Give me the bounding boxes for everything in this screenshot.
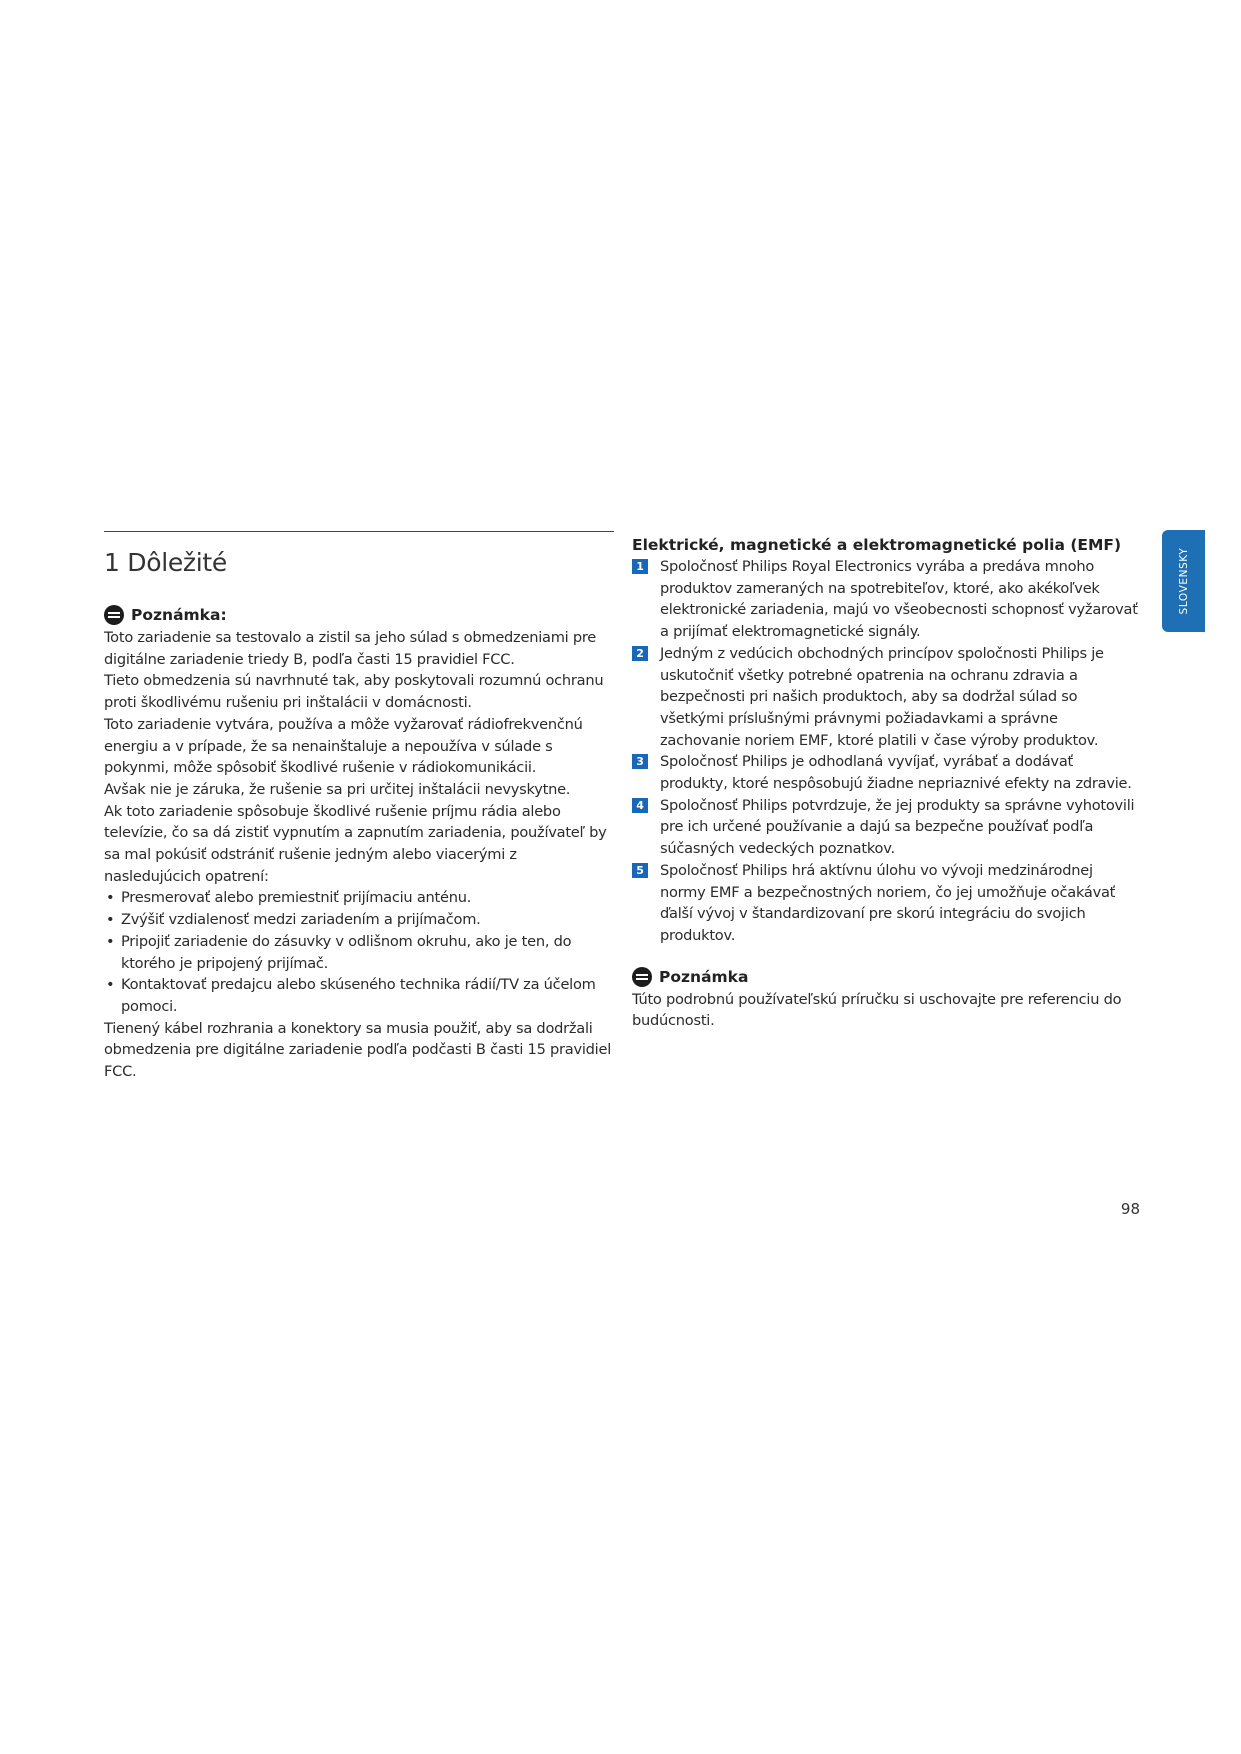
language-tab — [1162, 530, 1205, 632]
note-title: Poznámka: — [131, 606, 227, 624]
paragraph: Toto zariadenie sa testovalo a zistil sa jeho súlad s obmedzeniami pre digitálne zariadenie triedy B, podľa časti 15 pravidiel FCC. — [104, 629, 597, 668]
page-number: 98 — [1120, 1200, 1140, 1218]
step-item — [632, 751, 1142, 794]
paragraph: Tieto obmedzenia sú navrhnuté tak, aby poskytovali rozumnú ochranu proti škodlivému rušeniu pri inštalácii v domácnosti. — [104, 672, 604, 712]
step-item — [632, 860, 1142, 947]
note-icon — [632, 967, 652, 987]
step-item — [632, 795, 1142, 860]
note-heading — [632, 967, 1142, 987]
note-title: Poznámka — [659, 967, 749, 986]
note-text: Túto podrobnú používateľskú príručku si uschovajte pre referenciu do budúcnosti. — [632, 990, 1122, 1030]
chapter-title: 1 Dôležité — [104, 548, 227, 577]
step-number-badge: 5 — [632, 863, 648, 878]
step-text: Jedným z vedúcich obchodných princípov spoločnosti Philips je uskutočniť všetky potrebné opatrenia na ochranu zdravia a bezpečnosti pri našich produktoch, aby sa dodržal súlad so všetkými príslušnými právnymi požiadavkami a správne zachovanie noriem EMF, ktoré platili v čase výroby produktov. — [660, 644, 1104, 749]
step-text: Spoločnosť Philips potvrdzuje, že jej produkty sa správne vyhotovili pre ich určené používanie a dajú sa bezpečne používať podľa súčasných vedeckých poznatkov. — [660, 796, 1135, 858]
paragraph: Toto zariadenie vytvára, používa a môže vyžarovať rádiofrekvenčnú energiu a v prípade, že sa nenainštaluje a nepoužíva v súlade s pokynmi, môže spôsobiť škodlivé rušenie v rádiokomunikácii. — [104, 715, 583, 777]
step-number-badge: 3 — [632, 754, 648, 769]
step-text: Spoločnosť Philips Royal Electronics vyrába a predáva mnoho produktov zameraných na spotrebiteľov, ktoré, ako akékoľvek elektronické zariadenia, majú vo všeobecnosti schopnosť vyžarovať a prijímať elektromagnetické signály. — [660, 558, 1138, 641]
list-item: • Zvýšiť vzdialenosť medzi zariadením a prijímačom. — [104, 909, 614, 931]
note-icon — [104, 605, 124, 625]
right-column — [632, 536, 1142, 1032]
step-text: Spoločnosť Philips je odhodlaná vyvíjať, vyrábať a dodávať produkty, ktoré nespôsobujú žiadne nepriaznivé efekty na zdravie. — [660, 753, 1132, 793]
language-tab-label: SLOVENSKY — [1177, 547, 1190, 615]
step-text: Spoločnosť Philips hrá aktívnu úlohu vo vývoji medzinárodnej normy EMF a bezpečnostných noriem, čo jej umožňuje očakávať ďalší vývoj v štandardizovaní pre skorú integráciu do svojich produktov. — [660, 861, 1116, 944]
step-number-badge: 1 — [632, 559, 648, 574]
step-item — [632, 556, 1142, 643]
list-item: • Pripojiť zariadenie do zásuvky v odlišnom okruhu, ako je ten, do ktorého je pripojený prijímač. — [104, 931, 614, 974]
section-title: Elektrické, magnetické a elektromagnetické polia (EMF) — [632, 536, 1122, 554]
list-item: • Presmerovať alebo premiestniť prijímaciu anténu. — [104, 887, 614, 909]
spacer — [632, 947, 1142, 967]
paragraph: Ak toto zariadenie spôsobuje škodlivé rušenie príjmu rádia alebo televízie, čo sa dá zistiť vypnutím a zapnutím zariadenia, používateľ by sa mal pokúsiť odstrániť rušenie jedným alebo viacerými z nasledujúcich opatrení: — [104, 802, 607, 885]
paragraph: Avšak nie je záruka, že rušenie sa pri určitej inštalácii nevyskytne. — [104, 780, 571, 798]
measures-list — [104, 887, 614, 1017]
note-heading — [104, 605, 614, 625]
closing-paragraph: Tienený kábel rozhrania a konektory sa musia použiť, aby sa dodržali obmedzenia pre digitálne zariadenie podľa podčasti B časti 15 pravidiel FCC. — [104, 1019, 612, 1081]
step-number-badge: 2 — [632, 646, 648, 661]
left-column — [104, 548, 614, 1083]
step-item — [632, 643, 1142, 752]
step-number-badge: 4 — [632, 798, 648, 813]
section-rule — [104, 531, 614, 532]
list-item: • Kontaktovať predajcu alebo skúseného technika rádií/TV za účelom pomoci. — [104, 974, 614, 1017]
emf-steps — [632, 556, 1142, 947]
